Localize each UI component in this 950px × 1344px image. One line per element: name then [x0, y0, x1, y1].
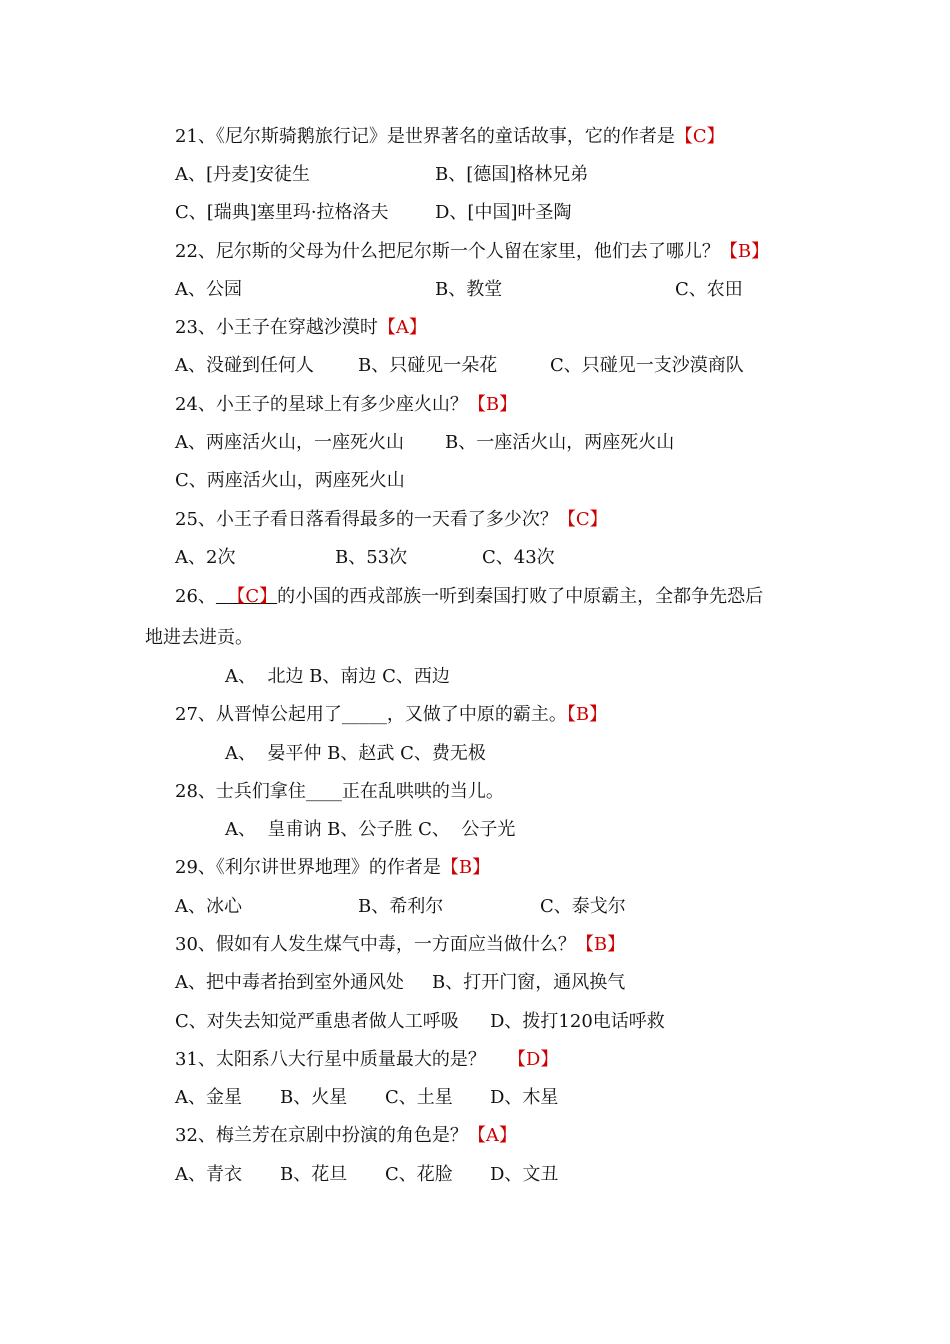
- option-b: B、希利尔: [358, 896, 444, 917]
- option-d: D、木星: [490, 1087, 559, 1108]
- option-a: A、两座活火山，一座死火山: [175, 432, 404, 453]
- options-line: A、 北边 B、南边 C、西边: [225, 666, 450, 687]
- question-25: [175, 507, 608, 533]
- option-a: A、2次: [175, 547, 236, 568]
- answer-mark: 【B】: [467, 394, 518, 415]
- option-a: A、冰心: [175, 896, 242, 917]
- blank-underline: [216, 586, 277, 607]
- option-d: D、拨打120电话呼救: [490, 1011, 665, 1032]
- question-text: 29、《利尔讲世界地理》的作者是: [175, 857, 441, 878]
- answer-mark: 【A】: [377, 317, 427, 338]
- option-c: C、土星: [385, 1087, 453, 1108]
- question-number: 26、: [175, 586, 216, 607]
- answer-mark: 【D】: [507, 1049, 559, 1070]
- question-text: 30、假如有人发生煤气中毒，一方面应当做什么？: [175, 934, 576, 955]
- question-24: [175, 392, 517, 418]
- option-b: B、只碰见一朵花: [358, 355, 498, 376]
- option-d: D、[中国]叶圣陶: [435, 202, 572, 223]
- option-c: C、泰戈尔: [540, 896, 626, 917]
- question-26: [175, 584, 763, 610]
- answer-mark: 【C】: [674, 126, 725, 147]
- option-b: B、53次: [335, 547, 408, 568]
- question-text: 22、尼尔斯的父母为什么把尼尔斯一个人留在家里，他们去了哪儿？: [175, 241, 720, 262]
- option-a: A、青衣: [175, 1164, 242, 1185]
- answer-mark: 【C】: [227, 586, 278, 607]
- answer-mark: 【B】: [440, 857, 491, 878]
- options-line: A、 晏平仲 B、赵武 C、费无极: [225, 743, 486, 764]
- option-a: A、金星: [175, 1087, 242, 1108]
- blank: [216, 586, 227, 607]
- question-30: [175, 932, 625, 958]
- question-text: 32、梅兰芳在京剧中扮演的角色是？: [175, 1125, 468, 1146]
- question-28: 28、士兵们拿住____正在乱哄哄的当儿。: [175, 781, 504, 802]
- option-c: C、两座活火山，两座死火山: [175, 470, 405, 491]
- question-text: 27、从晋悼公起用了_____，又做了中原的霸主。: [175, 704, 567, 725]
- option-b: B、一座活火山，两座死火山: [445, 432, 675, 453]
- option-d: D、文丑: [490, 1164, 559, 1185]
- option-c: C、对失去知觉严重患者做人工呼吸: [175, 1011, 459, 1032]
- question-27: [175, 702, 607, 728]
- option-b: B、教堂: [435, 279, 503, 300]
- option-c: C、农田: [675, 279, 743, 300]
- option-c: C、花脸: [385, 1164, 453, 1185]
- question-continuation: 地进去进贡。: [145, 627, 253, 648]
- question-text: 31、太阳系八大行星中质量最大的是？: [175, 1049, 486, 1070]
- option-b: B、打开门窗，通风换气: [432, 972, 626, 993]
- question-text: 的小国的西戎部族一听到秦国打败了中原霸主，全都争先恐后: [277, 586, 764, 607]
- option-b: B、花旦: [280, 1164, 348, 1185]
- option-c: C、只碰见一支沙漠商队: [550, 355, 744, 376]
- question-text: 21、《尼尔斯骑鹅旅行记》是世界著名的童话故事，它的作者是: [175, 126, 675, 147]
- option-a: A、公园: [175, 279, 242, 300]
- option-b: B、[德国]格林兄弟: [435, 164, 589, 185]
- answer-mark: 【B】: [566, 704, 608, 725]
- options-line: A、 皇甫讷 B、公子胜 C、 公子光: [225, 819, 516, 840]
- option-c: C、[瑞典]塞里玛·拉格洛夫: [175, 202, 389, 223]
- answer-mark: 【B】: [719, 241, 770, 262]
- answer-mark: 【C】: [557, 509, 608, 530]
- answer-mark: 【A】: [467, 1125, 517, 1146]
- question-text: 24、小王子的星球上有多少座火山？: [175, 394, 468, 415]
- option-a: A、把中毒者抬到室外通风处: [175, 972, 404, 993]
- question-21: [175, 124, 725, 150]
- question-23: [175, 315, 427, 341]
- question-32: [175, 1123, 517, 1149]
- question-31: [175, 1047, 558, 1073]
- question-text: 23、小王子在穿越沙漠时: [175, 317, 378, 338]
- option-c: C、43次: [482, 547, 555, 568]
- question-22: [175, 239, 769, 265]
- option-a: A、没碰到任何人: [175, 355, 314, 376]
- answer-mark: 【B】: [575, 934, 626, 955]
- option-a: A、[丹麦]安徒生: [175, 164, 311, 185]
- option-b: B、火星: [280, 1087, 348, 1108]
- question-text: 25、小王子看日落看得最多的一天看了多少次？: [175, 509, 558, 530]
- question-29: [175, 855, 490, 881]
